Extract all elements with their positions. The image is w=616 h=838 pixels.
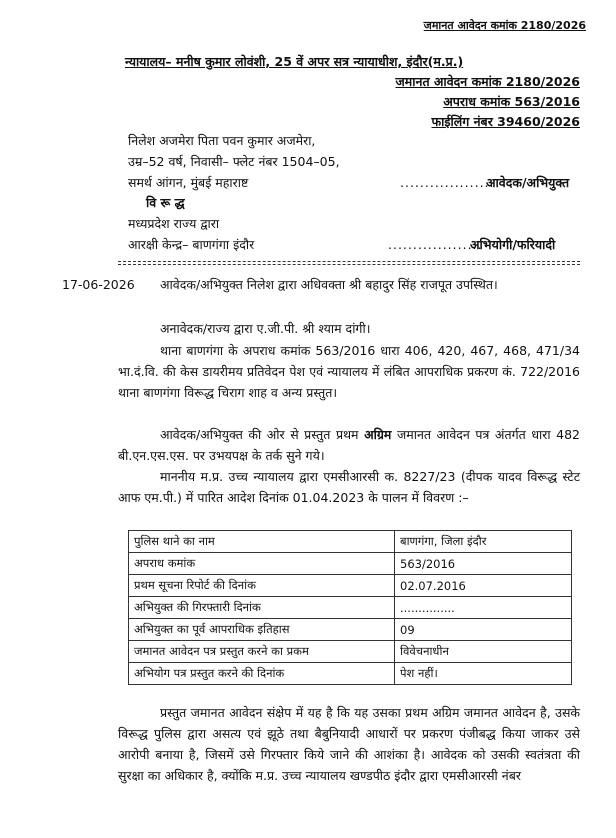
order-paragraph-submission: प्रस्तुत जमानत आवेदन संक्षेप में यह है कि यह उसका प्रथम अग्रिम जमानत आवेदन है, उसके विरूद्ध पुलिस द्वारा असत्य एवं झूठे तथा बैबुनियादी आधारों पर प्रकरण पंजीबद्ध किया जाकर उसे आरोपी बनाया है, जिसमें उसे गिरफ्तार किये जाने की आशंका है। आवेदक को उसकी स्वतंत्रता की सुरक्षा का अधिकार है, क्योंकि म.प्र. उच्च न्यायालय खण्डपीठ इंदौर द्वारा एमसीआरसी नंबर: [118, 705, 580, 783]
table-cell-label: अपराध कमांक: [129, 553, 395, 575]
respondent-dots: ...................: [388, 237, 483, 252]
p4-text-a: आवेदक/अभियुक्त की ओर से प्रस्तुत प्रथम: [160, 427, 365, 442]
filing-number: फाईलिंग नंबर 39460/2026: [431, 114, 580, 129]
table-row: [129, 553, 572, 575]
applicant-role: आवेदक/अभियुक्त: [486, 175, 570, 190]
bail-application-number: जमानत आवेदन कमांक 2180/2026: [395, 74, 580, 89]
order-paragraph-appearance: आवेदक/अभियुक्त निलेश द्वारा अधिवक्ता श्री बहादुर सिंह राजपूत उपस्थित।: [160, 277, 498, 292]
court-title: न्यायालय– मनीष कुमार लोवंशी, 25 वें अपर सत्र न्यायाधीश, इंदौर(म.प्र.): [125, 54, 464, 69]
separator-line: [118, 264, 580, 265]
applicant-line: निलेश अजमेरा पिता पवन कुमार अजमेरा,: [128, 133, 316, 148]
versus-label: वि रू द्ध: [146, 195, 185, 210]
separator-line: [118, 261, 580, 262]
respondent-role: अभियोगी/फरियादी: [470, 237, 556, 252]
table-cell-value: ...............: [395, 597, 572, 619]
applicant-line: समर्थ आंगन, मुंबई महाराष्ट: [128, 175, 249, 190]
p4-text-b: जमानत आवेदन पत्र अंतर्गत धारा 482 बी.एन.एस.एस. पर उभयपक्ष के तर्क सुने गये।: [118, 427, 580, 463]
table-cell-label: पुलिस थाने का नाम: [129, 531, 395, 553]
table-cell-value: विवेचनाधीन: [395, 641, 572, 663]
table-cell-label: अभियुक्त की गिरफ्तारी दिनांक: [129, 597, 395, 619]
respondent-line: मध्यप्रदेश राज्य द्वारा: [128, 216, 220, 231]
table-cell-label: प्रथम सूचना रिपोर्ट की दिनांक: [129, 575, 395, 597]
table-cell-label: अभियुक्त का पूर्व आपराधिक इतिहास: [129, 619, 395, 641]
table-row: [129, 575, 572, 597]
table-cell-value: 09: [395, 619, 572, 641]
case-details-table: [128, 530, 572, 685]
respondent-line: आरक्षी केन्द्र– बाणगंगा इंदौर: [128, 237, 255, 252]
applicant-line: उम्र–52 वर्ष, निवासी– फ्लेट नंबर 1504–05,: [128, 154, 340, 169]
order-paragraph-case-diary: थाना बाणगंगा के अपराध कमांक 563/2016 धारा 406, 420, 467, 468, 471/34 भा.दं.वि. की केस डायरीमय प्रतिवेदन पेश एवं न्यायालय में लंबित आपराधिक प्रकरण कं. 722/2016 थाना बाणगंगा विरूद्ध चिराग शाह व अन्य प्रस्तुत।: [118, 343, 580, 400]
p4-bold: अग्रिम: [364, 427, 392, 442]
order-paragraph-state: अनावेदक/राज्य द्वारा ए.जी.पी. श्री श्याम दांगी।: [160, 321, 371, 336]
table-row: [129, 663, 572, 685]
table-row: [129, 597, 572, 619]
table-cell-value: बाणगंगा, जिला इंदौर: [395, 531, 572, 553]
order-paragraph-high-court: माननीय म.प्र. उच्च न्यायालय द्वारा एमसीआरसी क. 8227/23 (दीपक यादव विरूद्ध स्टेट आफ एम.पी.) में पारित आदेश दिनांक 01.04.2023 के पालन में विवरण :–: [118, 469, 580, 505]
table-cell-value: पेश नहीं।: [395, 663, 572, 685]
table-cell-value: 02.07.2016: [395, 575, 572, 597]
table-cell-value: 563/2016: [395, 553, 572, 575]
table-row: [129, 641, 572, 663]
table-cell-label: जमानत आवेदन पत्र प्रस्तुत करने का प्रकम: [129, 641, 395, 663]
crime-number: अपराध कमांक 563/2016: [443, 94, 580, 109]
applicant-dots: ...................: [400, 175, 495, 190]
top-case-reference: जमानत आवेदन कमांक 2180/2026: [423, 19, 586, 32]
order-paragraph-bail-hearing: [118, 424, 580, 466]
table-cell-label: अभियोग पत्र प्रस्तुत करने की दिनांक: [129, 663, 395, 685]
table-row: [129, 619, 572, 641]
table-row: [129, 531, 572, 553]
order-date: 17-06-2026: [62, 277, 135, 292]
